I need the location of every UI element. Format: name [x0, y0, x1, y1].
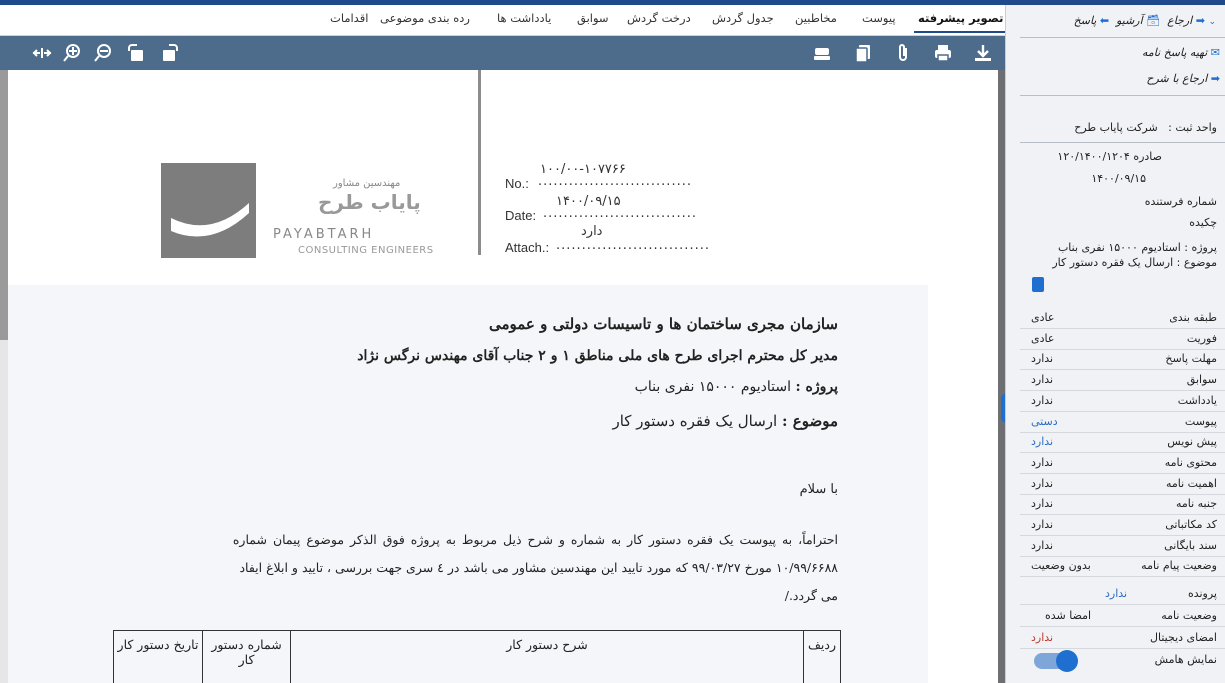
unit-value: شرکت پایاب طرح — [1074, 121, 1158, 134]
tab-recipients[interactable]: مخاطبین — [795, 11, 837, 25]
company-logo — [161, 163, 256, 258]
date-dots: .............................. — [543, 206, 697, 221]
th-order-number: شماره دستور کار — [203, 631, 291, 683]
divider — [1020, 37, 1225, 38]
field-value: ندارد — [1031, 631, 1054, 644]
fit-width-icon[interactable] — [32, 43, 52, 63]
field-key: محتوی نامه — [1164, 455, 1217, 469]
download-icon[interactable] — [973, 43, 993, 63]
field-digital-signature — [1020, 627, 1225, 649]
field-row — [1020, 348, 1225, 370]
greeting: با سلام — [799, 482, 838, 497]
logo-title-en: PAYABTARH — [273, 227, 375, 242]
letter-date-label: Date: — [505, 208, 537, 223]
divider — [1020, 95, 1225, 96]
field-key: یادداشت — [1177, 393, 1217, 407]
reply-button[interactable] — [1074, 14, 1109, 27]
zoom-in-icon[interactable] — [62, 43, 82, 63]
field-key: فوریت — [1186, 331, 1217, 345]
rotate-left-icon[interactable] — [160, 43, 180, 63]
project-label: پروژه : — [795, 379, 838, 395]
arrow-right-icon: ➡ — [1210, 72, 1220, 85]
field-value: ندارد — [1031, 476, 1054, 490]
expand-icon[interactable]: ⌄ — [1208, 17, 1216, 27]
refer-with-note-label: ارجاع با شرح — [1146, 72, 1208, 85]
field-key: پیش نویس — [1167, 435, 1217, 449]
refer-button[interactable] — [1167, 14, 1205, 27]
field-value[interactable]: دستی — [1031, 414, 1058, 428]
field-value: ندارد — [1031, 497, 1054, 511]
th-row: ردیف — [804, 631, 841, 683]
field-key: پیوست — [1184, 414, 1217, 428]
archive-label: آرشیو — [1116, 14, 1143, 27]
letter-body-area — [8, 285, 928, 683]
letter-number-label: No.: — [505, 176, 529, 191]
reply-label: پاسخ — [1073, 14, 1097, 27]
subject-line — [612, 412, 838, 430]
issued-date: ۱۴۰۰/۰۹/۱۵ — [1091, 172, 1146, 185]
stamp-icon[interactable] — [812, 43, 832, 63]
tab-bar — [0, 5, 1005, 36]
action-row — [1074, 14, 1216, 27]
rotate-right-icon[interactable] — [126, 43, 146, 63]
field-key: سند بایگانی — [1164, 538, 1217, 552]
prepare-reply-button[interactable] — [1142, 46, 1220, 59]
letter-number-value: ۱۰۰/۰۰-۱۰۷۷۶۶ — [540, 162, 626, 177]
recipient-person: مدیر کل محترم اجرای طرح های ملی مناطق ۱ و ۲ جناب آقای مهندس نرگس نژاد — [357, 348, 838, 364]
work-order-table — [113, 630, 841, 683]
zoom-out-icon[interactable] — [93, 43, 113, 63]
field-value: ندارد — [1031, 538, 1054, 552]
tab-topic-classification[interactable]: رده بندی موضوعی — [380, 11, 470, 25]
tab-notes[interactable]: یادداشت ها — [497, 11, 552, 25]
tab-flow-table[interactable]: جدول گردش — [712, 11, 774, 25]
field-status — [1020, 605, 1225, 627]
field-key: وضعیت پیام نامه — [1141, 559, 1217, 573]
viewer-scrollbar[interactable] — [0, 70, 8, 683]
field-value: عادی — [1031, 331, 1055, 345]
document-icon[interactable] — [1032, 277, 1044, 292]
body-line-3: می گردد./ — [784, 588, 838, 603]
letter-attach-value: دارد — [581, 224, 603, 239]
archive-button[interactable] — [1116, 14, 1160, 27]
sender-number: شماره فرستنده — [1144, 195, 1217, 208]
logo-title-fa: پایاب طرح — [318, 190, 421, 214]
field-row — [1020, 493, 1225, 515]
compose-icon: ✉ — [1210, 46, 1220, 59]
field-value: عادی — [1031, 311, 1055, 324]
tab-history[interactable]: سوابق — [577, 11, 609, 25]
field-row — [1020, 431, 1225, 453]
th-description: شرح دستور کار — [291, 631, 804, 683]
field-row — [1020, 307, 1225, 329]
field-value[interactable]: ندارد — [1105, 587, 1128, 600]
field-row — [1020, 514, 1225, 536]
field-key: مهلت پاسخ — [1165, 352, 1217, 366]
field-value: ندارد — [1031, 352, 1054, 366]
field-key: کد مکاتباتی — [1165, 518, 1217, 531]
print-icon[interactable] — [933, 43, 953, 63]
number-dots: .............................. — [538, 174, 692, 189]
summary-subject: موضوع : ارسال یک فقره دستور کار — [1052, 256, 1217, 269]
letter-page — [8, 70, 998, 683]
arrow-right-icon: ➡ — [1195, 14, 1205, 27]
field-key: سوابق — [1186, 373, 1217, 387]
project-line — [635, 379, 838, 395]
prepare-reply-label: تهیه پاسخ نامه — [1142, 46, 1208, 59]
field-value: ندارد — [1031, 393, 1054, 407]
show-margin-toggle[interactable] — [1034, 653, 1076, 669]
attach-dots: .............................. — [556, 238, 710, 253]
field-row — [1020, 390, 1225, 412]
header-divider — [478, 70, 481, 255]
letter-info-sidebar — [1005, 5, 1225, 683]
field-row — [1020, 535, 1225, 557]
letter-attach-label: Attach.: — [505, 240, 550, 255]
field-key: اهمیت نامه — [1165, 476, 1217, 490]
summary-project: پروژه : استادیوم ۱۵۰۰۰ نفری بناب — [1057, 241, 1217, 254]
subject-value: ارسال یک فقره دستور کار — [612, 412, 778, 430]
attach-icon[interactable] — [893, 43, 913, 63]
summary-label: چکیده — [1189, 216, 1217, 229]
field-value: ندارد — [1031, 373, 1054, 387]
registration-unit — [1074, 121, 1217, 134]
tab-flow-tree[interactable]: درخت گردش — [627, 11, 691, 25]
field-key: امضای دیجیتال — [1150, 631, 1217, 644]
logo-subtitle-fa: مهندسین مشاور — [333, 178, 401, 189]
field-key: طبقه بندی — [1169, 311, 1217, 324]
subject-label: موضوع : — [782, 412, 838, 430]
field-value: ندارد — [1031, 455, 1054, 469]
field-value: ندارد — [1031, 518, 1054, 531]
field-row — [1020, 411, 1225, 433]
body-line-2: ۱۰/۹۹/۶۶۸۸ مورخ ۹۹/۰۳/۲۷ که مورد تایید این مهندسین مشاور می باشد در ٤ سری جهت بررسی ، تایید و ابلاغ ایفاد — [239, 560, 838, 575]
tab-attachment[interactable]: پیوست — [862, 11, 896, 25]
field-value[interactable]: ندارد — [1031, 435, 1054, 449]
field-file — [1020, 583, 1225, 605]
project-value: استادیوم ۱۵۰۰۰ نفری بناب — [634, 379, 792, 395]
tab-advanced-image[interactable]: تصویر پیشرفته — [918, 11, 1004, 25]
field-key: وضعیت نامه — [1161, 609, 1217, 622]
field-row — [1020, 555, 1225, 577]
refer-label: ارجاع — [1167, 14, 1193, 27]
field-row — [1020, 473, 1225, 495]
letter-date-value: ۱۴۰۰/۰۹/۱۵ — [556, 194, 621, 209]
recipient-org: سازمان مجری ساختمان ها و تاسیسات دولتی و عمومی — [488, 315, 838, 333]
refer-with-note-button[interactable] — [1146, 72, 1220, 85]
field-row — [1020, 369, 1225, 391]
copy-icon[interactable] — [853, 43, 873, 63]
field-value: امضا شده — [1045, 609, 1092, 622]
issued-number: صادره ۱۲۰/۱۴۰۰/۱۲۰۴ — [1057, 150, 1162, 163]
main-area — [0, 5, 1005, 683]
body-line-1: احتراماً، به پیوست یک فقره دستور کار به شماره و شرح ذیل مربوط به پروژه فوق الذکر موضوع پیمان شماره — [232, 532, 838, 547]
field-key: جنبه نامه — [1175, 497, 1217, 511]
field-key: پرونده — [1187, 587, 1217, 600]
document-viewer[interactable] — [0, 70, 1005, 683]
th-order-date: تاریخ دستور کار — [114, 631, 203, 683]
unit-label: واحد ثبت : — [1168, 121, 1217, 134]
viewer-toolbar — [0, 36, 1005, 70]
scrollbar-thumb[interactable] — [0, 70, 8, 340]
reply-icon: ⬅ — [1099, 14, 1110, 27]
field-row — [1020, 328, 1225, 350]
divider — [1020, 142, 1225, 143]
show-margin-label: نمایش هامش — [1154, 653, 1217, 666]
tab-actions[interactable]: اقدامات — [330, 11, 369, 25]
archive-icon: 🗃 — [1146, 14, 1161, 27]
field-row — [1020, 452, 1225, 474]
field-value: بدون وضعیت — [1031, 559, 1091, 573]
logo-subtitle-en: CONSULTING ENGINEERS — [298, 245, 434, 256]
